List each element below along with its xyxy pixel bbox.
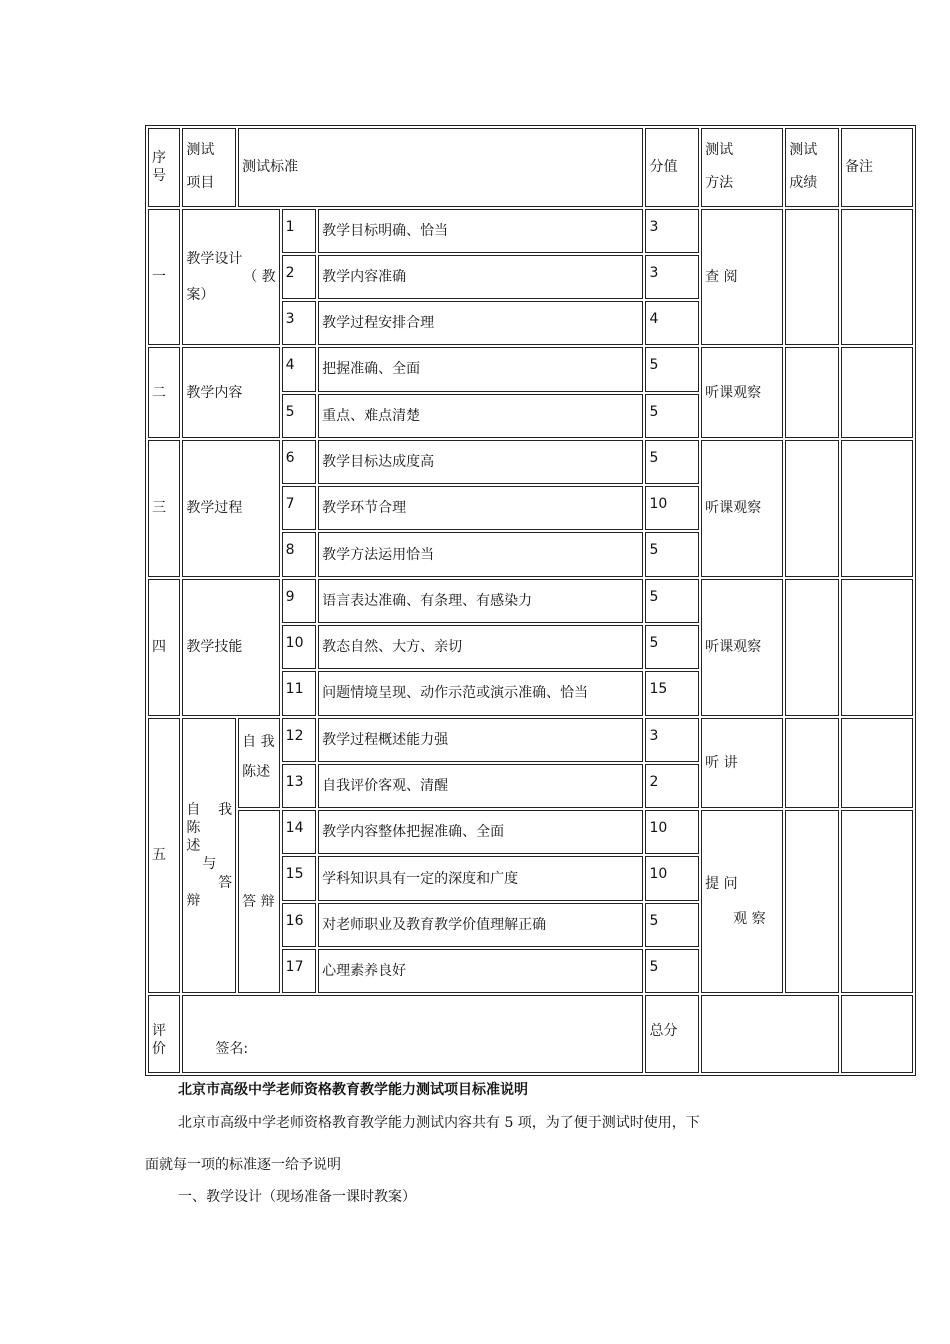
group-remark xyxy=(841,810,913,993)
row-number: 11 xyxy=(282,671,316,715)
header-item-line1: 测试 xyxy=(186,141,215,158)
group-seq: 五 xyxy=(148,718,180,994)
row-number: 14 xyxy=(282,810,316,854)
group-result xyxy=(785,579,839,716)
notes-section xyxy=(145,1078,845,1205)
row-standard: 教学过程安排合理 xyxy=(318,301,643,345)
group-item-line2: （ 教 xyxy=(243,268,276,285)
group-item-line1: 教学设计 xyxy=(186,250,243,267)
row-standard: 教学环节合理 xyxy=(318,486,643,530)
group-item: 教学内容 xyxy=(182,347,279,438)
group-result xyxy=(785,440,839,577)
group-item-line1: 自 我 陈 xyxy=(186,801,233,837)
row-score: 5 xyxy=(645,579,699,623)
group-method: 听课观察 xyxy=(701,579,783,716)
group-result xyxy=(785,209,839,346)
notes-section-heading-1: 一、教学设计（现场准备一课时教案） xyxy=(178,1189,416,1205)
group-method-line1: 提 问 xyxy=(705,875,738,892)
row-score: 2 xyxy=(645,764,699,808)
row-score: 3 xyxy=(645,718,699,762)
row-standard: 教学过程概述能力强 xyxy=(318,718,643,762)
group-item-line4: 答 xyxy=(218,874,233,891)
table-row xyxy=(148,209,913,253)
row-standard: 自我评价客观、清醒 xyxy=(318,764,643,808)
table-row xyxy=(148,347,913,391)
row-number: 4 xyxy=(282,347,316,391)
row-standard: 教态自然、大方、亲切 xyxy=(318,625,643,669)
eval-label: 评价 xyxy=(148,995,180,1073)
row-number: 5 xyxy=(282,394,316,438)
row-standard: 教学目标达成度高 xyxy=(318,440,643,484)
group-remark xyxy=(841,579,913,716)
header-remark: 备注 xyxy=(841,128,913,207)
group-method: 听课观察 xyxy=(701,440,783,577)
group-result xyxy=(785,810,839,993)
group-method-line2: 观 察 xyxy=(733,910,766,927)
group-item xyxy=(182,209,279,346)
group-item-line5: 辩 xyxy=(186,892,201,909)
header-item-line2: 项目 xyxy=(186,175,215,192)
row-standard: 问题情境呈现、动作示范或演示准确、恰当 xyxy=(318,671,643,715)
table-row xyxy=(148,718,913,762)
header-score: 分值 xyxy=(645,128,699,207)
row-number: 12 xyxy=(282,718,316,762)
subgroup-self-statement xyxy=(238,718,280,809)
evaluation-table xyxy=(145,125,916,1076)
row-number: 1 xyxy=(282,209,316,253)
row-score: 5 xyxy=(645,440,699,484)
row-score: 5 xyxy=(645,625,699,669)
group-seq: 二 xyxy=(148,347,180,438)
subgroup-self-line1: 自 我 xyxy=(242,733,275,750)
row-number: 13 xyxy=(282,764,316,808)
group-result xyxy=(785,347,839,438)
row-score: 4 xyxy=(645,301,699,345)
row-number: 3 xyxy=(282,301,316,345)
row-standard: 对老师职业及教育教学价值理解正确 xyxy=(318,903,643,947)
row-standard: 教学内容准确 xyxy=(318,255,643,299)
header-standard: 测试标准 xyxy=(238,128,643,207)
row-number: 17 xyxy=(282,949,316,993)
group-item xyxy=(182,718,236,994)
table-row xyxy=(148,440,913,484)
row-number: 10 xyxy=(282,625,316,669)
row-number: 15 xyxy=(282,856,316,900)
header-item xyxy=(182,128,236,207)
table-row xyxy=(148,579,913,623)
row-score: 5 xyxy=(645,903,699,947)
sign-label: 签名: xyxy=(215,1041,249,1058)
row-number: 7 xyxy=(282,486,316,530)
header-seq: 序号 xyxy=(148,128,180,207)
row-score: 3 xyxy=(645,209,699,253)
notes-paragraph-1: 北京市高级中学老师资格教育教学能力测试内容共有 5 项，为了便于测试时使用，下 xyxy=(178,1115,700,1131)
group-method xyxy=(701,810,783,993)
group-remark xyxy=(841,209,913,346)
row-score: 3 xyxy=(645,255,699,299)
header-method-line1: 测试 xyxy=(705,141,734,158)
table-row xyxy=(148,810,913,854)
subgroup-defense: 答 辩 xyxy=(238,810,280,993)
row-number: 8 xyxy=(282,532,316,576)
group-seq: 一 xyxy=(148,209,180,346)
header-method-line2: 方法 xyxy=(705,175,734,192)
row-score: 10 xyxy=(645,810,699,854)
row-number: 2 xyxy=(282,255,316,299)
row-standard: 教学内容整体把握准确、全面 xyxy=(318,810,643,854)
notes-title: 北京市高级中学老师资格教育教学能力测试项目标准说明 xyxy=(178,1082,528,1098)
header-result-line2: 成绩 xyxy=(789,175,818,192)
row-score: 10 xyxy=(645,856,699,900)
row-standard: 教学方法运用恰当 xyxy=(318,532,643,576)
row-score: 5 xyxy=(645,347,699,391)
group-remark xyxy=(841,718,913,809)
row-score: 10 xyxy=(645,486,699,530)
row-standard: 学科知识具有一定的深度和广度 xyxy=(318,856,643,900)
row-standard: 教学目标明确、恰当 xyxy=(318,209,643,253)
group-remark xyxy=(841,440,913,577)
group-result xyxy=(785,718,839,809)
footer-remark xyxy=(841,995,913,1073)
row-standard: 把握准确、全面 xyxy=(318,347,643,391)
group-item-line3: 与 xyxy=(202,856,217,873)
group-method: 查 阅 xyxy=(701,209,783,346)
group-seq: 三 xyxy=(148,440,180,577)
group-item-line3: 案） xyxy=(186,287,215,304)
header-result-line1: 测试 xyxy=(789,141,818,158)
group-item-line2: 述 xyxy=(186,838,201,855)
header-method xyxy=(701,128,783,207)
row-number: 6 xyxy=(282,440,316,484)
table-header-row xyxy=(148,128,913,207)
row-score: 5 xyxy=(645,394,699,438)
row-standard: 心理素养良好 xyxy=(318,949,643,993)
subgroup-self-line2: 陈述 xyxy=(242,764,271,781)
row-score: 5 xyxy=(645,949,699,993)
group-seq: 四 xyxy=(148,579,180,716)
table-footer-row xyxy=(148,995,913,1073)
eval-signature-cell xyxy=(182,995,643,1073)
total-label: 总分 xyxy=(645,995,699,1073)
group-method: 听课观察 xyxy=(701,347,783,438)
row-standard: 重点、难点清楚 xyxy=(318,394,643,438)
row-number: 9 xyxy=(282,579,316,623)
total-value xyxy=(701,995,839,1073)
row-score: 5 xyxy=(645,532,699,576)
row-standard: 语言表达准确、有条理、有感染力 xyxy=(318,579,643,623)
row-score: 15 xyxy=(645,671,699,715)
group-remark xyxy=(841,347,913,438)
group-item: 教学过程 xyxy=(182,440,279,577)
row-number: 16 xyxy=(282,903,316,947)
notes-paragraph-1-continued: 面就每一项的标准逐一给予说明 xyxy=(145,1157,341,1173)
group-method: 听 讲 xyxy=(701,718,783,809)
group-item: 教学技能 xyxy=(182,579,279,716)
header-result xyxy=(785,128,839,207)
